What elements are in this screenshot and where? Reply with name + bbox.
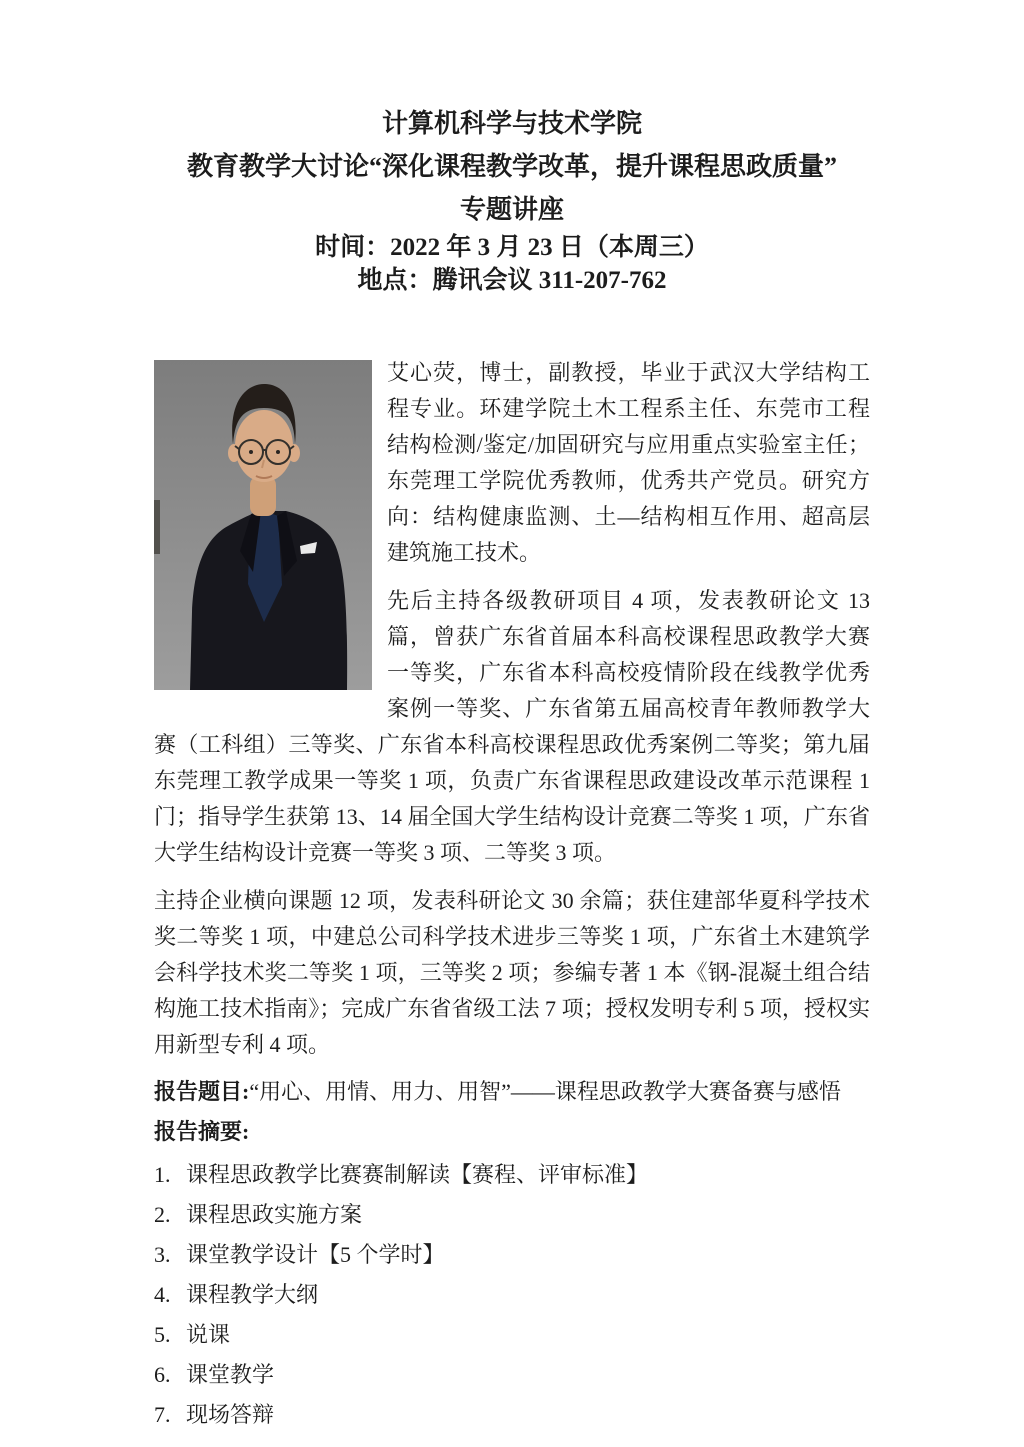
lecture-type-title: 专题讲座: [459, 195, 564, 224]
list-item-text: 说课: [186, 1322, 231, 1347]
list-item-text: 现场答辩: [186, 1402, 275, 1427]
list-item-number: 6.: [154, 1362, 171, 1387]
event-location: 地点：腾讯会议 311-207-762: [357, 267, 667, 294]
abstract-list: [154, 1161, 870, 1428]
list-item: [154, 1241, 870, 1268]
list-item: [154, 1201, 870, 1228]
title-block: [154, 102, 870, 297]
list-item-text: 课程思政实施方案: [186, 1202, 363, 1227]
list-item-number: 4.: [154, 1282, 171, 1307]
face: [235, 410, 293, 482]
list-item: [154, 1361, 870, 1388]
eye-right: [276, 450, 280, 454]
neck: [250, 476, 276, 516]
list-item-number: 1.: [154, 1162, 171, 1187]
list-item-text: 课程教学大纲: [186, 1282, 319, 1307]
event-time: 时间：2022 年 3 月 23 日（本周三）: [315, 234, 709, 261]
list-item-text: 课堂教学: [186, 1362, 275, 1387]
list-item-text: 课堂教学设计【5 个学时】: [186, 1242, 445, 1267]
bio-paragraph-2: 先后主持各级教研项目 4 项，发表教研论文 13 篇，曾获广东省首届本科高校课程思政教学大赛一等奖，广东省本科高校疫情阶段在线教学优秀案例一等奖、广东省第五届高校青年教师教学大赛（工科组）三等奖、广东省本科高校课程思政优秀案例二等奖；第九届东莞理工教学成果一等奖 1 项，负责广东省课程思政建设改革示范课程 1 门；指导学生获第 13、14 届全国大学生结构设计竞赛二等奖 1 项，广东省大学生结构设计竞赛一等奖 3 项、二等奖 3 项。: [154, 588, 870, 865]
report-abstract-label: 报告摘要:: [154, 1119, 250, 1144]
list-item-number: 5.: [154, 1322, 171, 1347]
event-theme-title: 教育教学大讨论“深化课程教学改革，提升课程思政质量”: [186, 152, 837, 181]
list-item: [154, 1401, 870, 1428]
eye-left: [249, 450, 253, 454]
list-item-text: 课程思政教学比赛赛制解读【赛程、评审标准】: [186, 1162, 649, 1187]
list-item-number: 3.: [154, 1242, 171, 1267]
speaker-photo: [154, 360, 372, 690]
bio-section: [154, 355, 870, 1428]
report-title-line: [154, 1075, 870, 1109]
bio-paragraph-3: 主持企业横向课题 12 项，发表科研论文 30 余篇；获住建部华夏科学技术奖二等奖 1 项，中建总公司科学技术进步三等奖 1 项，广东省土木建筑学会科学技术奖二等奖 1 项，三等奖 2 项；参编专著 1 本《钢-混凝土组合结构施工技术指南》；完成广东省省级工法 7 项；授权发明专利 5 项，授权实用新型专利 4 项。: [154, 888, 870, 1057]
list-item: [154, 1281, 870, 1308]
bio-paragraph-1: 艾心荧，博士，副教授，毕业于武汉大学结构工程专业。环建学院土木工程系主任、东莞市工程结构检测/鉴定/加固研究与应用重点实验室主任；东莞理工学院优秀教师，优秀共产党员。研究方向：结构健康监测、土—结构相互作用、超高层建筑施工技术。: [387, 360, 870, 565]
list-item: [154, 1161, 870, 1188]
report-title-label: 报告题目:: [154, 1079, 250, 1104]
backdrop-strip: [154, 500, 160, 554]
college-title: 计算机科学与技术学院: [381, 109, 642, 138]
list-item-number: 7.: [154, 1402, 171, 1427]
list-item-number: 2.: [154, 1202, 171, 1227]
report-title-text: “用心、用情、用力、用智”——课程思政教学大赛备赛与感悟: [249, 1079, 841, 1104]
list-item: [154, 1321, 870, 1348]
